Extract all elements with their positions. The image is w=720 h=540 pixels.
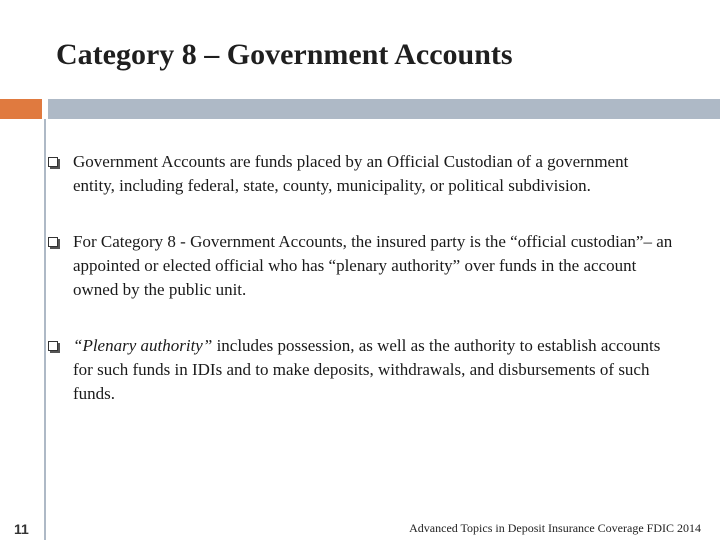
slide-title: Category 8 – Government Accounts xyxy=(56,38,513,71)
square-bullet-icon xyxy=(48,237,58,247)
left-rule xyxy=(44,119,46,540)
bullet-text: Government Accounts are funds placed by an Official Custodian of a government entity, including federal, state, county, municipality, or political subdivision. xyxy=(73,152,629,195)
square-bullet-icon xyxy=(48,157,58,167)
accent-bar xyxy=(0,99,42,119)
bullet-term: “Plenary authority” xyxy=(73,336,213,355)
bullet-text: includes possession, as well as the authority to establish accounts for such funds in IDIs and to make deposits, withdrawals, and disbursements of such funds. xyxy=(73,336,661,403)
bullet-item xyxy=(73,334,673,406)
header-bar xyxy=(48,99,720,119)
bullet-text: For Category 8 - Government Accounts, the insured party is the “official custodian”– an appointed or elected official who has “plenary authority” over funds in the account owned by the public unit. xyxy=(73,232,673,299)
footer-text: Advanced Topics in Deposit Insurance Coverage FDIC 2014 xyxy=(409,521,701,535)
square-bullet-icon xyxy=(48,341,58,351)
bullet-item xyxy=(73,150,673,198)
slide-number: 11 xyxy=(14,521,29,537)
bullet-item xyxy=(73,230,673,302)
bullet-list xyxy=(73,150,673,406)
